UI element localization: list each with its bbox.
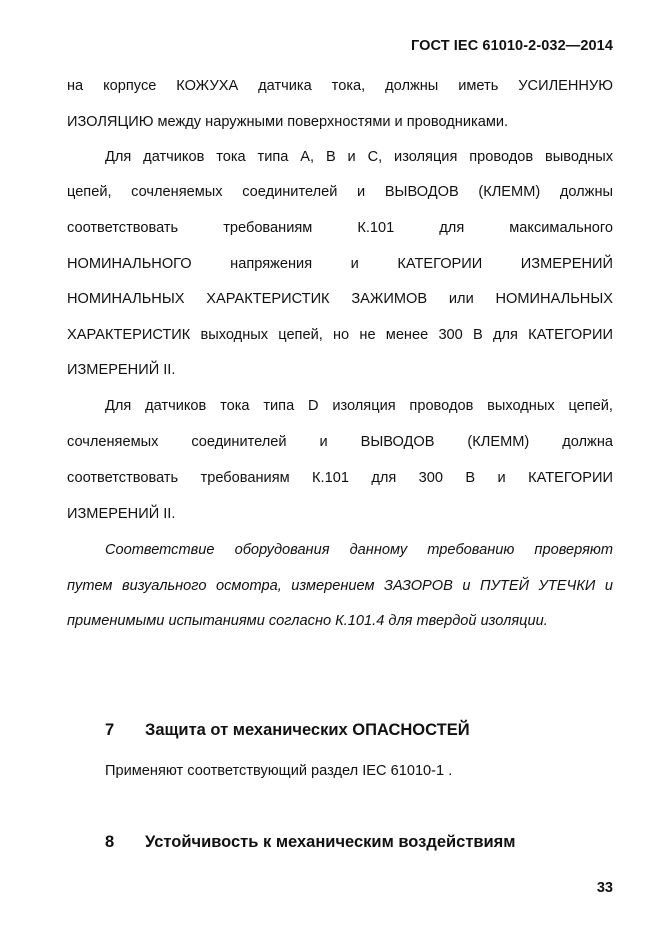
body-text-line: ХАРАКТЕРИСТИК выходных цепей, но не менее 300 В для КАТЕГОРИИ <box>67 327 613 343</box>
section-title: Устойчивость к механическим воздействиям <box>145 833 516 851</box>
page-number: 33 <box>596 880 613 896</box>
body-text-line: ИЗОЛЯЦИЮ между наружными поверхностями и проводниками. <box>67 114 509 130</box>
document-code-header: ГОСТ IEC 61010-2-032—2014 <box>411 38 613 54</box>
body-text-line: путем визуального осмотра, измерением ЗАЗОРОВ и ПУТЕЙ УТЕЧКИ и <box>67 578 613 594</box>
body-text-line: соответствовать требованиям К.101 для 300 В и КАТЕГОРИИ <box>67 470 613 486</box>
body-text-line: сочленяемых соединителей и ВЫВОДОВ (КЛЕММ) должна <box>67 434 613 450</box>
section-heading <box>105 721 470 740</box>
section-number: 8 <box>105 833 115 851</box>
section-body-text: Применяют соответствующий раздел IEC 61010-1 . <box>105 763 453 779</box>
section-heading <box>105 833 516 852</box>
body-text-line: НОМИНАЛЬНОГО напряжения и КАТЕГОРИИ ИЗМЕРЕНИЙ <box>67 256 613 272</box>
body-text-line: ИЗМЕРЕНИЙ II. <box>67 362 176 378</box>
body-text-line: Соответствие оборудования данному требованию проверяют <box>105 542 613 558</box>
body-text-line: цепей, сочленяемых соединителей и ВЫВОДОВ (КЛЕММ) должны <box>67 184 613 200</box>
section-number: 7 <box>105 721 115 739</box>
section-title: Защита от механических ОПАСНОСТЕЙ <box>145 721 470 739</box>
body-text-line: Для датчиков тока типа А, В и С, изоляция проводов выводных <box>105 149 613 165</box>
body-text-line: применимыми испытаниями согласно К.101.4 для твердой изоляции. <box>67 613 548 629</box>
body-text-line: НОМИНАЛЬНЫХ ХАРАКТЕРИСТИК ЗАЖИМОВ или НОМИНАЛЬНЫХ <box>67 291 613 307</box>
body-text-line: соответствовать требованиям К.101 для максимального <box>67 220 613 236</box>
body-text-line: на корпусе КОЖУХА датчика тока, должны иметь УСИЛЕННУЮ <box>67 78 613 94</box>
body-text-line: ИЗМЕРЕНИЙ II. <box>67 506 176 522</box>
body-text-line: Для датчиков тока типа D изоляция проводов выходных цепей, <box>105 398 613 414</box>
